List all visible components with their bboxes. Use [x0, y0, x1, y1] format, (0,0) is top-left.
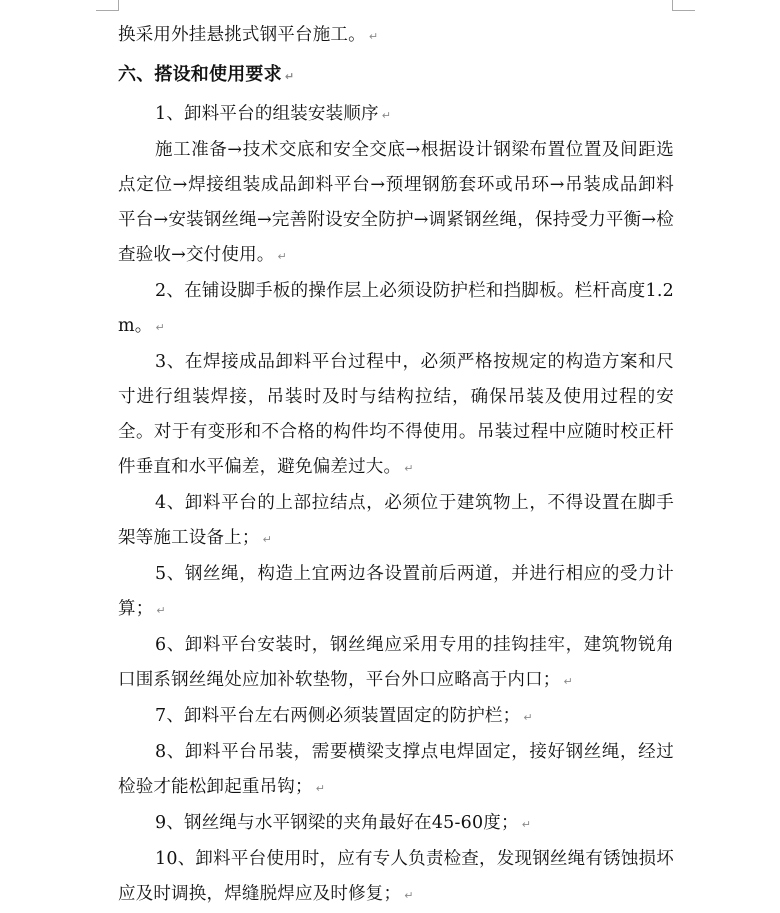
body-paragraph — [118, 735, 674, 806]
paragraph-mark-icon: ↵ — [155, 321, 165, 334]
body-paragraph — [118, 345, 674, 486]
body-paragraph — [118, 806, 674, 842]
body-paragraph — [118, 699, 674, 735]
paragraph-mark-icon: ↵ — [523, 711, 533, 724]
paragraph-text: 6、卸料平台安装时，钢丝绳应采用专用的挂钩挂牢，建筑物锐角口围系钢丝绳处应加补软垫物，平台外口应略高于内口； — [118, 635, 674, 690]
paragraph-text: 1、卸料平台的组装安装顺序 — [155, 104, 379, 124]
paragraph-text: 3、在焊接成品卸料平台过程中，必须严格按规定的构造方案和尺寸进行组装焊接，吊装时及时与结构拉结，确保吊装及使用过程的安全。对于有变形和不合格的构件均不得使用。吊装过程中应随时校正杆件垂直和水平偏差，避免偏差过大。 — [118, 352, 674, 477]
document-body[interactable] — [118, 18, 674, 913]
paragraph-text: 8、卸料平台吊装，需要横梁支撑点电焊固定，接好钢丝绳，经过检验才能松卸起重吊钩； — [118, 742, 674, 797]
paragraph-text: 4、卸料平台的上部拉结点，必须位于建筑物上，不得设置在脚手架等施工设备上； — [118, 493, 674, 548]
body-paragraph — [118, 133, 674, 274]
section-heading — [118, 57, 674, 94]
margin-corner-right — [672, 0, 695, 11]
paragraph-text: 施工准备→技术交底和安全交底→根据设计钢梁布置位置及间距选点定位→焊接组装成品卸料平台→预埋钢筋套环或吊环→吊装成品卸料平台→安装钢丝绳→完善附设安全防护→调紧钢丝绳，保持受力平衡→检查验收→交付使用。 — [118, 140, 674, 265]
paragraph-mark-icon: ↵ — [262, 533, 273, 546]
paragraph-text: 换采用外挂悬挑式钢平台施工。 — [118, 25, 366, 45]
paragraph-mark-icon: ↵ — [315, 782, 326, 795]
body-paragraph — [118, 274, 674, 345]
body-paragraph — [118, 97, 674, 133]
paragraph-mark-icon: ↵ — [284, 70, 295, 83]
body-paragraph — [118, 628, 674, 699]
paragraph-mark-icon: ↵ — [277, 250, 287, 263]
paragraph-text: 六、搭设和使用要求 — [118, 64, 282, 85]
paragraph-mark-icon: ↵ — [156, 604, 166, 617]
paragraph-text: 5、钢丝绳，构造上宜两边各设置前后两道，并进行相应的受力计算； — [118, 564, 674, 619]
paragraph-text: 7、卸料平台左右两侧必须装置固定的防护栏； — [155, 706, 521, 726]
body-paragraph — [118, 486, 674, 557]
paragraph-text: 10、卸料平台使用时，应有专人负责检查，发现钢丝绳有锈蚀损坏应及时调换，焊缝脱焊应及时修复； — [118, 849, 674, 904]
paragraph-mark-icon: ↵ — [368, 30, 379, 43]
paragraph-mark-icon: ↵ — [404, 889, 414, 902]
body-paragraph — [118, 18, 674, 54]
paragraph-mark-icon: ↵ — [563, 675, 573, 688]
paragraph-mark-icon: ↵ — [381, 109, 392, 122]
margin-corner-left — [96, 0, 119, 11]
paragraph-text: 2、在铺设脚手板的操作层上必须设防护栏和挡脚板。栏杆高度1.2m。 — [118, 281, 674, 336]
paragraph-mark-icon: ↵ — [521, 818, 532, 831]
body-paragraph — [118, 842, 674, 913]
body-paragraph — [118, 557, 674, 628]
paragraph-mark-icon: ↵ — [404, 462, 414, 475]
paragraph-text: 9、钢丝绳与水平钢梁的夹角最好在45-60度； — [155, 813, 519, 833]
